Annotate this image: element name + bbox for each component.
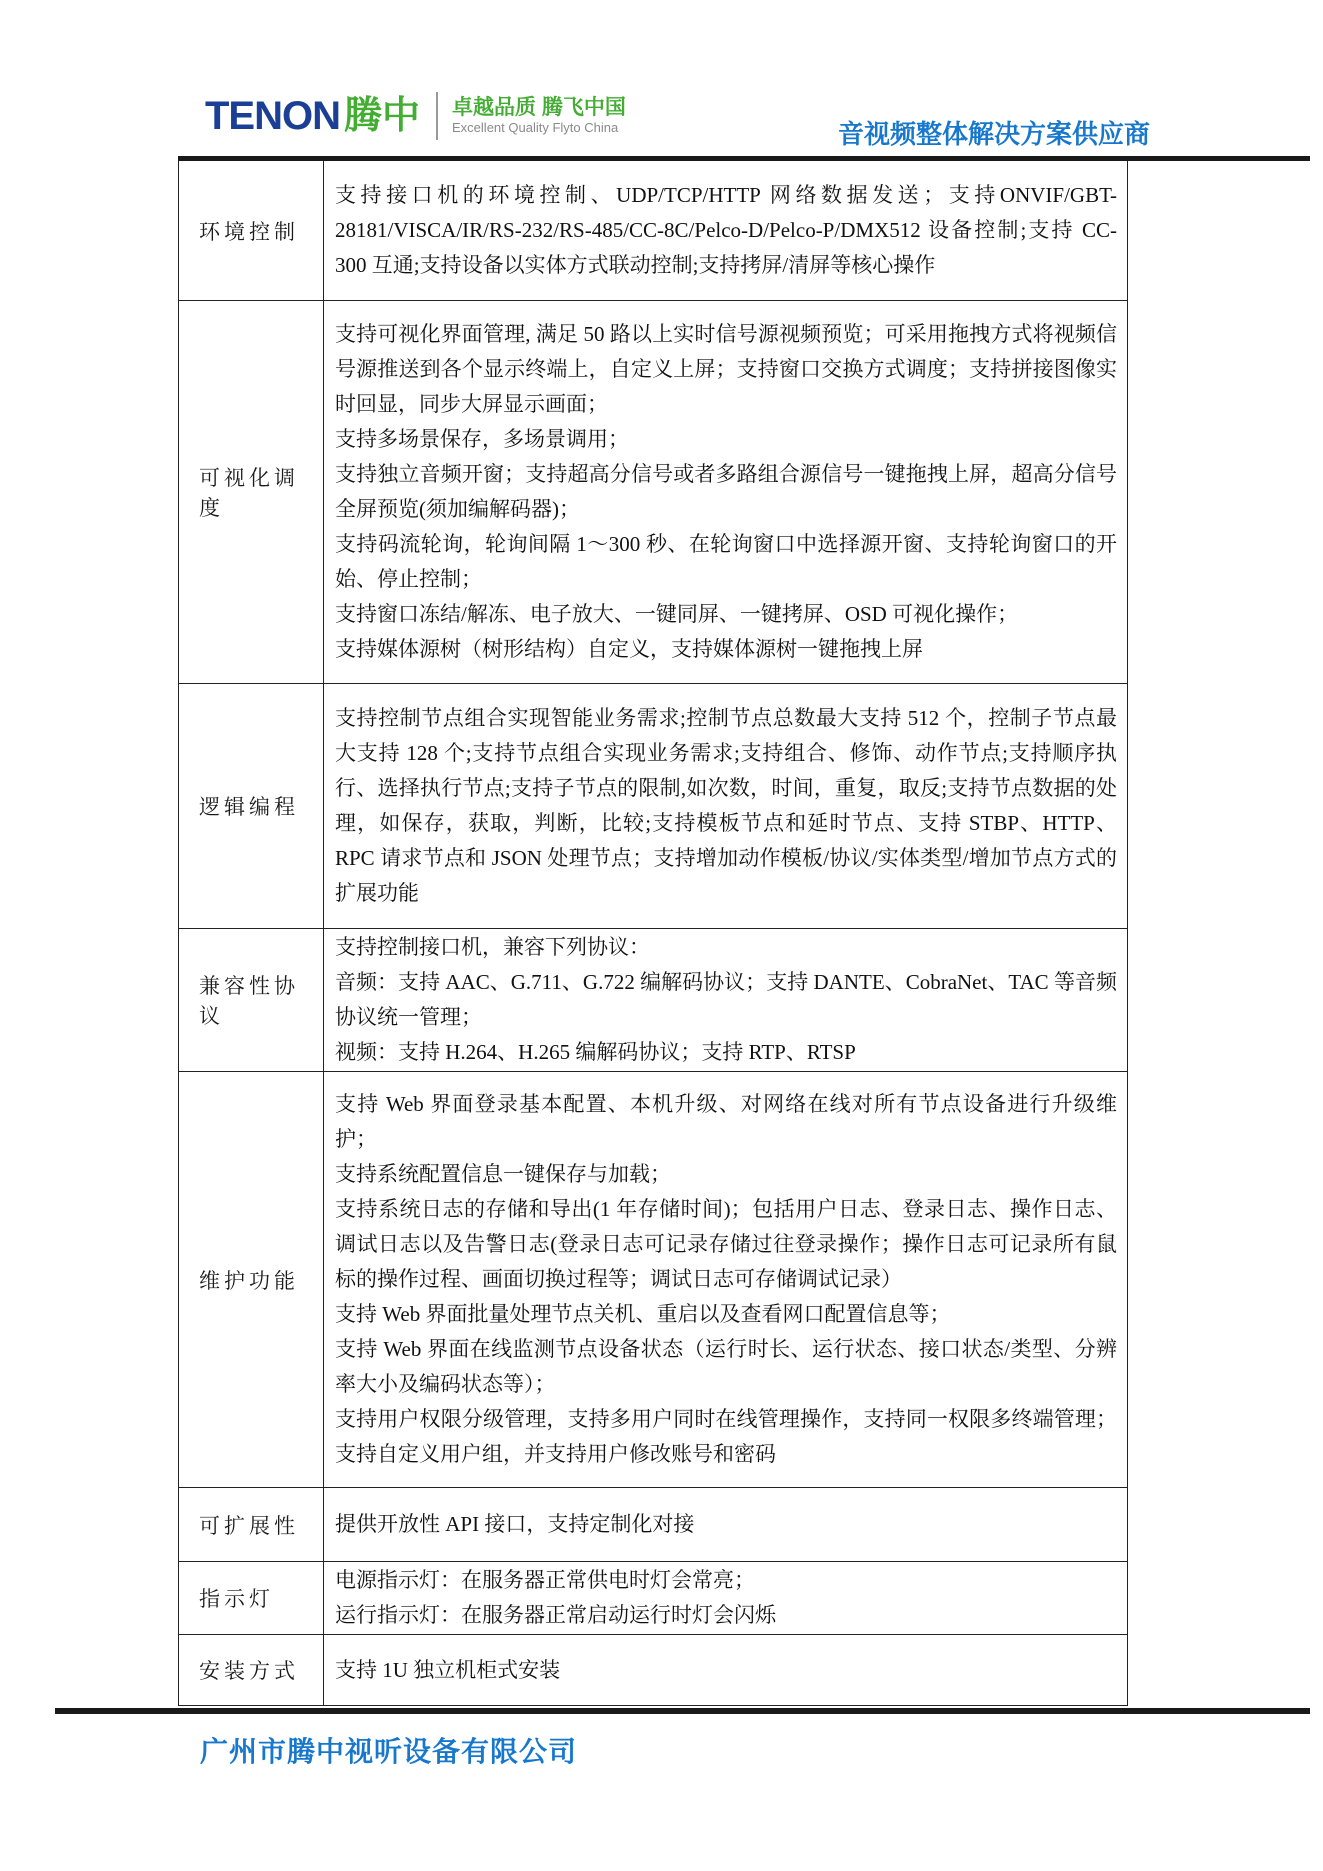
row-content bbox=[324, 684, 1127, 928]
row-label: 指示灯 bbox=[179, 1562, 324, 1634]
spec-paragraph: 支持控制接口机，兼容下列协议： bbox=[335, 935, 650, 959]
spec-paragraph: 支持 1U 独立机柜式安装 bbox=[335, 1657, 561, 1682]
footer-rule bbox=[55, 1708, 1310, 1714]
row-label: 兼容性协议 bbox=[179, 929, 324, 1071]
spec-paragraph: 支持多场景保存，多场景调用； bbox=[335, 427, 629, 451]
spec-paragraph: 支持系统日志的存储和导出(1 年存储时间)；包括用户日志、登录日志、操作日志、调试日志以及告警日志(登录日志可记录存储过往登录操作；操作日志可记录所有鼠标的操作过程、画面切换过程等；调试日志可存储调试记录） bbox=[335, 1197, 1117, 1291]
spec-paragraph: 支持接口机的环境控制、UDP/TCP/HTTP 网络数据发送；支持ONVIF/GBT-28181/VISCA/IR/RS-232/RS-485/CC-8C/Pelco-D/Pelco-P/DMX512 设备控制;支持 CC-300 互通;支持设备以实体方式联动控制;支持拷屏/清屏等核心操作 bbox=[335, 183, 1117, 277]
table-row bbox=[179, 161, 1127, 301]
spec-paragraph: 支持 Web 界面登录基本配置、本机升级、对网络在线对所有节点设备进行升级维护； bbox=[335, 1092, 1117, 1151]
row-content bbox=[324, 1072, 1127, 1487]
spec-paragraph: 支持独立音频开窗；支持超高分信号或者多路组合源信号一键拖拽上屏，超高分信号全屏预览(须加编解码器)； bbox=[335, 462, 1117, 521]
row-content bbox=[324, 1635, 1127, 1705]
table-row bbox=[179, 301, 1127, 684]
spec-paragraph: 支持码流轮询，轮询间隔 1～300 秒、在轮询窗口中选择源开窗、支持轮询窗口的开始、停止控制； bbox=[335, 532, 1117, 591]
row-content bbox=[324, 1562, 1127, 1634]
table-row bbox=[179, 1562, 1127, 1635]
spec-paragraph: 支持 Web 界面批量处理节点关机、重启以及查看网口配置信息等； bbox=[335, 1302, 951, 1326]
row-label: 逻辑编程 bbox=[179, 684, 324, 928]
row-label: 环境控制 bbox=[179, 161, 324, 300]
spec-paragraph: 支持媒体源树（树形结构）自定义，支持媒体源树一键拖拽上屏 bbox=[335, 637, 923, 661]
logo-tenon-text: TENON bbox=[205, 94, 340, 138]
table-row bbox=[179, 1635, 1127, 1705]
logo-cn-text: 腾中 bbox=[344, 95, 421, 137]
spec-paragraph: 运行指示灯：在服务器正常启动运行时灯会闪烁 bbox=[335, 1603, 776, 1627]
footer-company-name: 广州市腾中视听设备有限公司 bbox=[200, 1736, 578, 1767]
row-label: 安装方式 bbox=[179, 1635, 324, 1705]
row-label: 可扩展性 bbox=[179, 1488, 324, 1561]
table-row bbox=[179, 1072, 1127, 1488]
header-tagline: 音视频整体解决方案供应商 bbox=[837, 119, 1150, 149]
logo-slogans bbox=[452, 95, 626, 137]
table-row bbox=[179, 1488, 1127, 1562]
spec-paragraph: 支持用户权限分级管理，支持多用户同时在线管理操作，支持同一权限多终端管理；支持自定义用户组，并支持用户修改账号和密码 bbox=[335, 1407, 1117, 1466]
spec-paragraph: 电源指示灯：在服务器正常供电时灯会常亮； bbox=[335, 1568, 755, 1592]
spec-paragraph: 支持系统配置信息一键保存与加载； bbox=[335, 1162, 671, 1186]
spec-paragraph: 支持窗口冻结/解冻、电子放大、一键同屏、一键拷屏、OSD 可视化操作； bbox=[335, 602, 1019, 626]
row-content bbox=[324, 301, 1127, 683]
spec-paragraph: 支持控制节点组合实现智能业务需求;控制节点总数最大支持 512 个，控制子节点最大支持 128 个;支持节点组合实现业务需求;支持组合、修饰、动作节点;支持顺序执行、选择执行节点;支持子节点的限制,如次数，时间，重复，取反;支持节点数据的处理，如保存，获取，判断，比较;支持模板节点和延时节点、支持 STBP、HTTP、RPC 请求节点和 JSON 处理节点；支持增加动作模板/协议/实体类型/增加节点方式的扩展功能 bbox=[335, 706, 1117, 905]
row-label: 可视化调度 bbox=[179, 301, 324, 683]
table-row bbox=[179, 684, 1127, 929]
logo-slogan-en: Excellent Quality Flyto China bbox=[452, 120, 619, 136]
spec-table bbox=[178, 161, 1128, 1706]
table-row bbox=[179, 929, 1127, 1072]
row-content bbox=[324, 161, 1127, 300]
spec-paragraph: 支持可视化界面管理, 满足 50 路以上实时信号源视频预览；可采用拖拽方式将视频信号源推送到各个显示终端上，自定义上屏；支持窗口交换方式调度；支持拼接图像实时回显，同步大屏显示画面； bbox=[335, 322, 1117, 416]
row-content bbox=[324, 1488, 1127, 1561]
spec-paragraph: 支持 Web 界面在线监测节点设备状态（运行时长、运行状态、接口状态/类型、分辨率大小及编码状态等）； bbox=[335, 1337, 1117, 1396]
logo-slogan-cn: 卓越品质 腾飞中国 bbox=[452, 95, 626, 119]
spec-paragraph: 提供开放性 API 接口，支持定制化对接 bbox=[335, 1512, 695, 1536]
spec-table-body bbox=[179, 161, 1127, 1705]
logo-divider bbox=[436, 92, 438, 140]
spec-paragraph: 音频：支持 AAC、G.711、G.722 编解码协议；支持 DANTE、CobraNet、TAC 等音频协议统一管理； bbox=[335, 970, 1117, 1029]
header bbox=[205, 92, 626, 140]
row-label: 维护功能 bbox=[179, 1072, 324, 1487]
row-content bbox=[324, 929, 1127, 1071]
spec-paragraph: 视频：支持 H.264、H.265 编解码协议；支持 RTP、RTSP bbox=[335, 1040, 856, 1064]
